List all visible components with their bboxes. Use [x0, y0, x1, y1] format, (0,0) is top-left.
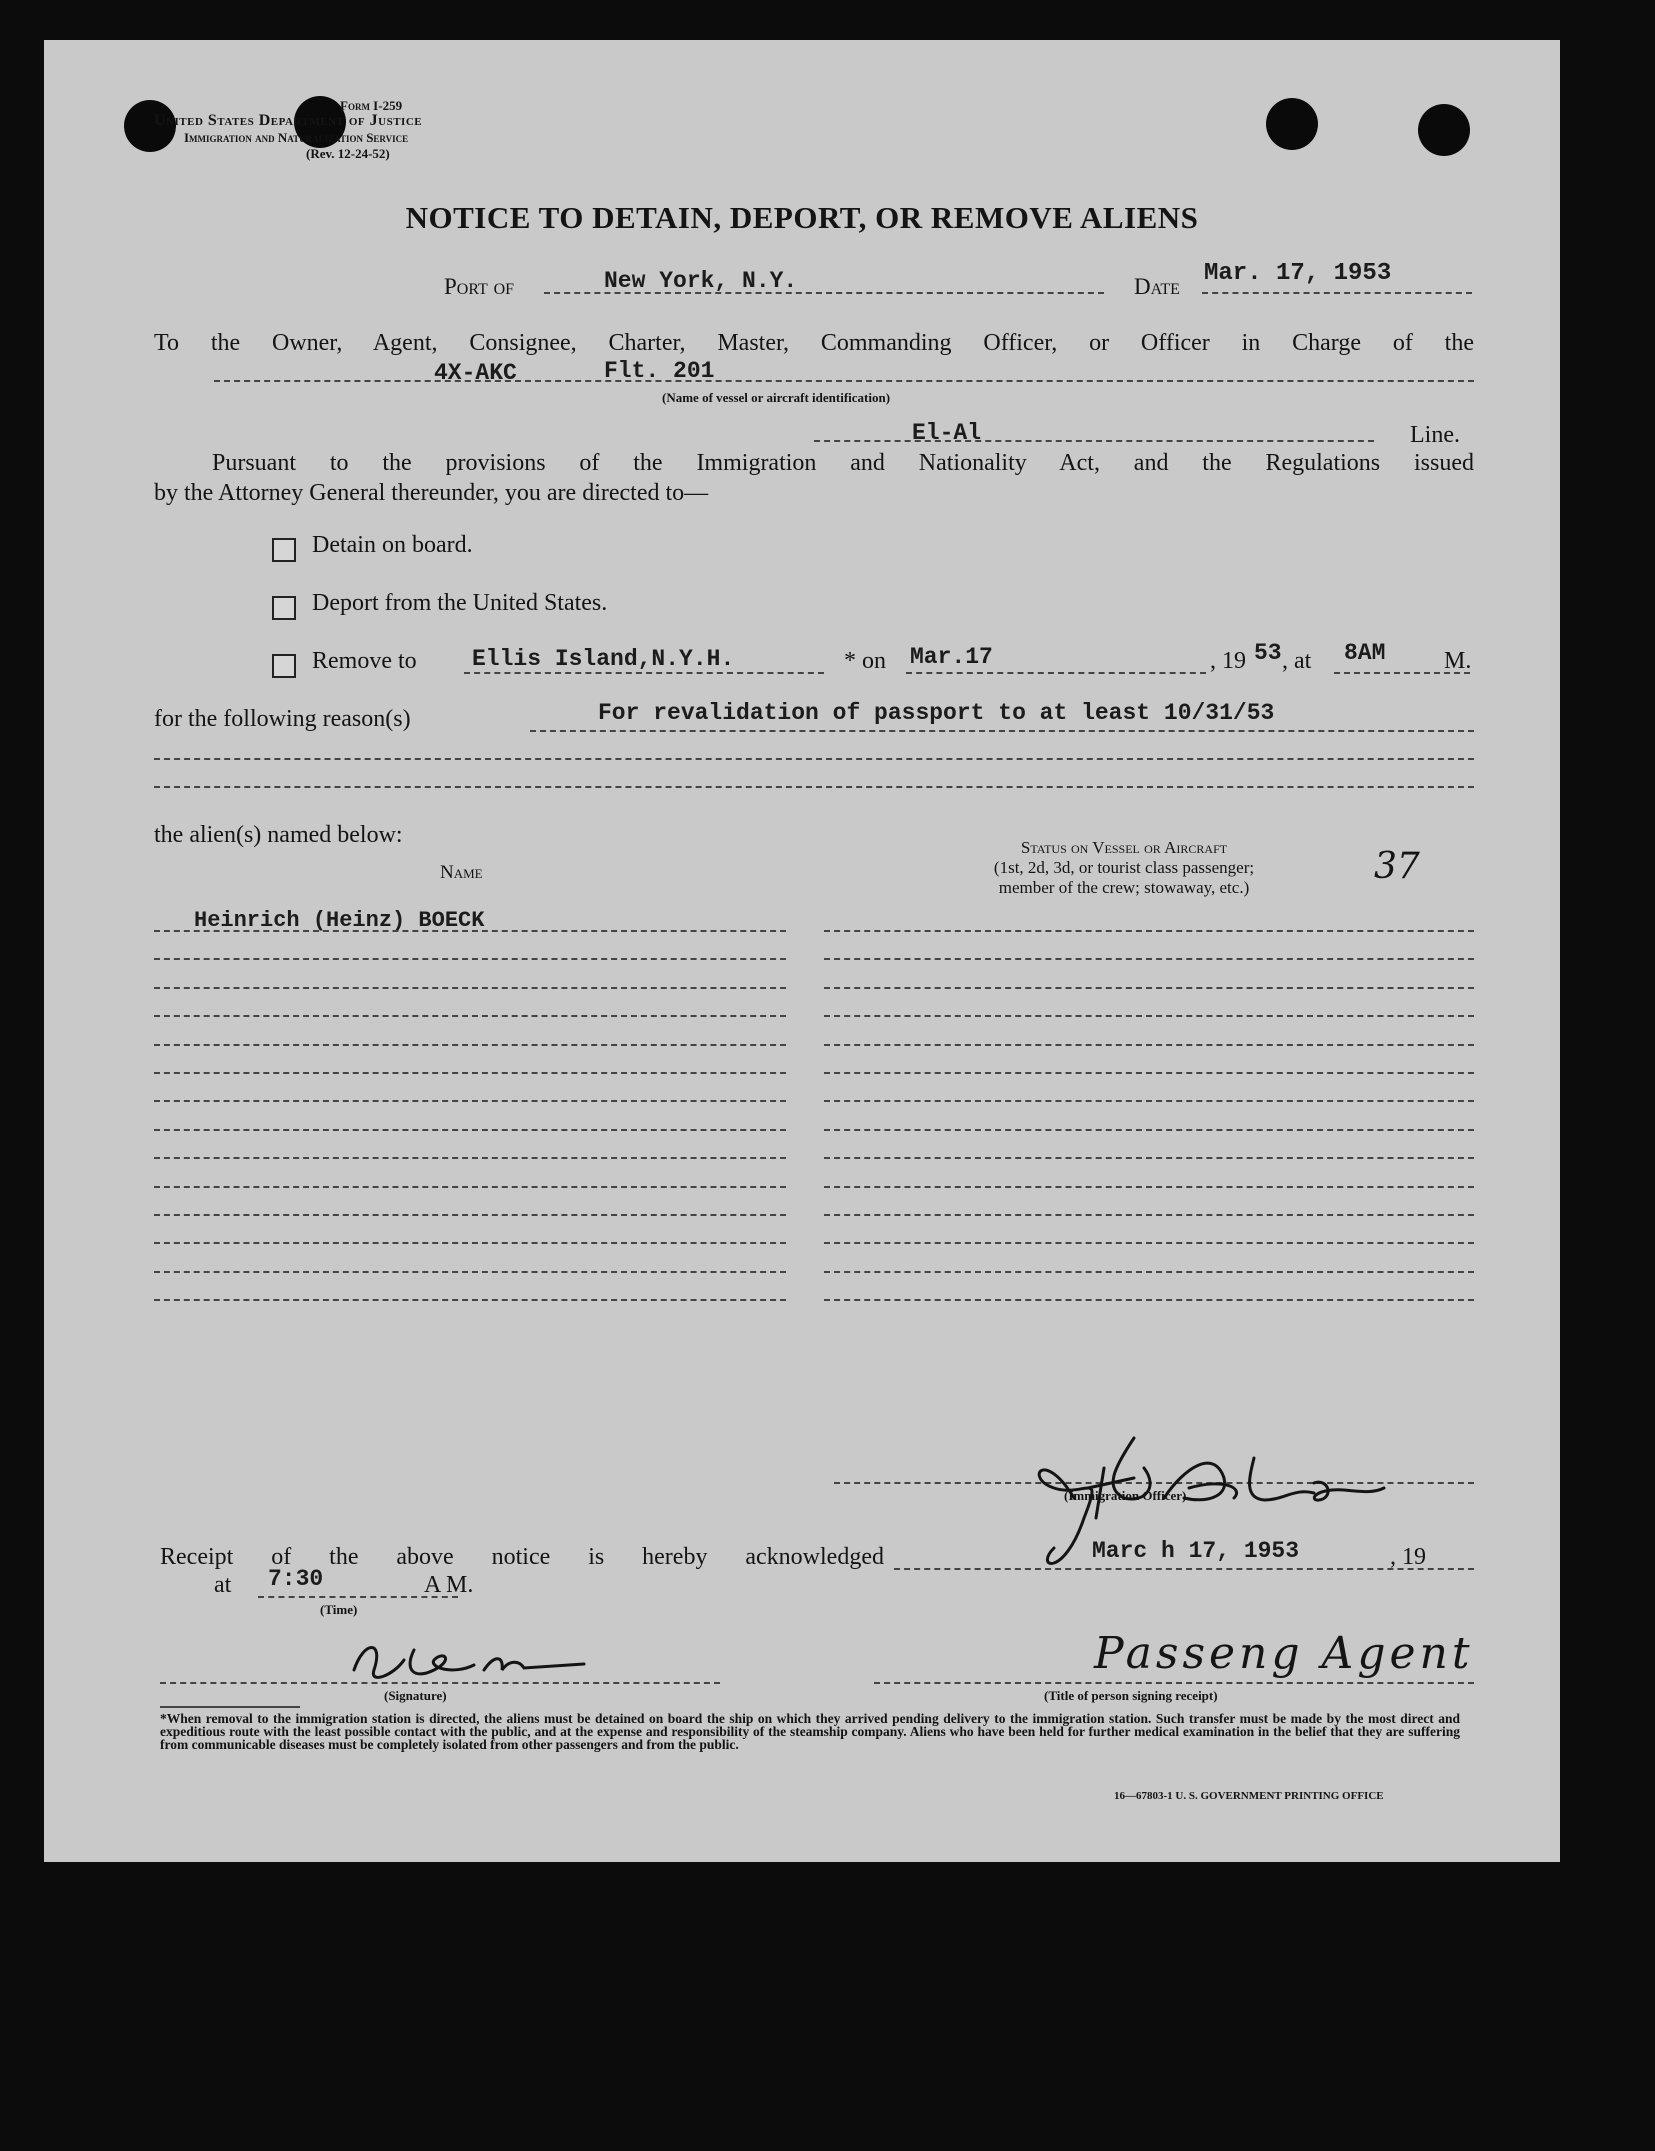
alien-row-line-right — [824, 1186, 1474, 1188]
reason-label: for the following reason(s) — [154, 706, 411, 732]
remove-m-label: M. — [1444, 648, 1472, 674]
alien-row-line-left — [154, 1271, 786, 1273]
directive-line-1: Pursuant to the provisions of the Immigration and Nationality Act, and the Regulations issued — [212, 450, 1474, 476]
detain-label: Detain on board. — [312, 532, 473, 558]
alien-row-line-right — [824, 1129, 1474, 1131]
alien-row-line-left — [154, 1129, 786, 1131]
date-line — [1202, 292, 1472, 294]
alien-row-line-left — [154, 1242, 786, 1244]
line-label: Line. — [1410, 422, 1460, 448]
alien-row-line-left — [154, 1044, 786, 1046]
remove-time: 8AM — [1344, 640, 1386, 666]
remove-label: Remove to — [312, 648, 417, 674]
date-value: Mar. 17, 1953 — [1204, 260, 1392, 287]
alien-row-line-left — [154, 1214, 786, 1216]
reason-line-3 — [154, 786, 1474, 788]
remove-on-label: * on — [844, 648, 886, 674]
time-caption: (Time) — [320, 1602, 358, 1617]
vessel-flight: Flt. 201 — [604, 358, 715, 384]
alien-row-line-right — [824, 1242, 1474, 1244]
aliens-intro: the alien(s) named below: — [154, 822, 403, 848]
reason-line-2 — [154, 758, 1474, 760]
alien-row-line-left — [154, 1157, 786, 1159]
remove-year-prefix: , 19 — [1210, 648, 1246, 674]
deport-checkbox[interactable] — [272, 596, 296, 620]
handwritten-number: 37 — [1374, 846, 1420, 887]
punch-hole — [1418, 104, 1470, 156]
alien-row-line-right — [824, 1157, 1474, 1159]
footnote: *When removal to the immigration station is directed, the aliens must be detained on board the ship on which they arrived pending delivery to the immigration station. Such transfer must be made by the most direct and expeditious route with the least possible contact with the public, and at the expense and responsibility of the steamship company. Aliens who have been held for further medical examination in the belief that they are suffering from communicable diseases must be completely isolated from other passengers and from the public. — [160, 1711, 1460, 1752]
vessel-caption: (Name of vessel or aircraft identification) — [662, 390, 891, 405]
remove-at-label: , at — [1282, 648, 1312, 674]
remove-date-line — [906, 672, 1206, 674]
alien-name: Heinrich (Heinz) BOECK — [194, 908, 485, 933]
directive-line-2: by the Attorney General thereunder, you are directed to— — [154, 480, 709, 506]
alien-row-line-left — [154, 1100, 786, 1102]
receipt-am: A M. — [424, 1572, 474, 1598]
receipt-title-value: Passeng Agent — [1094, 1628, 1474, 1679]
receipt-at-label: at — [214, 1572, 232, 1598]
name-column-header: Name — [440, 862, 483, 883]
receipt-year-label: , 19 — [1390, 1544, 1426, 1570]
title-caption: (Title of person signing receipt) — [1044, 1688, 1218, 1703]
remove-year: 53 — [1254, 640, 1282, 666]
footnote-rule — [160, 1706, 300, 1708]
alien-row-line-right — [824, 1015, 1474, 1017]
page-title: NOTICE TO DETAIN, DEPORT, OR REMOVE ALIENS — [405, 200, 1199, 235]
alien-row-line-left — [154, 1299, 786, 1301]
status-subheader-2: member of the crew; stowaway, etc.) — [998, 878, 1250, 897]
agency-line-1: United States Department of Justice — [154, 112, 423, 129]
punch-hole — [1266, 98, 1318, 150]
deport-label: Deport from the United States. — [312, 590, 608, 616]
alien-row-line-left — [154, 1186, 786, 1188]
vessel-line — [214, 380, 1474, 382]
remove-place: Ellis Island,N.Y.H. — [472, 646, 735, 672]
status-column-header: Status on Vessel or Aircraft — [1020, 838, 1228, 857]
receipt-time: 7:30 — [268, 1566, 324, 1592]
receipt-signature — [344, 1630, 604, 1690]
alien-row-line-right — [824, 1271, 1474, 1273]
alien-row-line-right — [824, 930, 1474, 932]
form-number: Form I-259 — [340, 98, 403, 113]
vessel-id: 4X-AKC — [434, 360, 517, 386]
remove-date: Mar.17 — [910, 644, 993, 670]
alien-row-line-right — [824, 987, 1474, 989]
alien-row-line-right — [824, 1072, 1474, 1074]
alien-row-line-left — [154, 930, 786, 932]
alien-row-line-left — [154, 958, 786, 960]
port-value: New York, N.Y. — [604, 268, 798, 294]
remove-checkbox[interactable] — [272, 654, 296, 678]
reason-value: For revalidation of passport to at least 10/31/53 — [598, 700, 1275, 726]
line-rule — [814, 440, 1374, 442]
date-label: Date — [1134, 274, 1180, 299]
alien-row-line-right — [824, 958, 1474, 960]
signature-caption: (Signature) — [384, 1688, 447, 1703]
title-line — [874, 1682, 1474, 1684]
form-revision: (Rev. 12-24-52) — [306, 146, 390, 161]
alien-row-line-right — [824, 1100, 1474, 1102]
receipt-text: Receipt of the above notice is hereby acknowledged — [160, 1544, 884, 1570]
receipt-date-line — [894, 1568, 1474, 1570]
remove-place-line — [464, 672, 824, 674]
port-label: Port of — [444, 274, 515, 299]
alien-row-line-left — [154, 1072, 786, 1074]
addressee-text: To the Owner, Agent, Consignee, Charter, Master, Commanding Officer, or Officer in Charge of the — [154, 330, 1474, 356]
status-subheader-1: (1st, 2d, 3d, or tourist class passenger; — [993, 858, 1255, 877]
alien-row-line-right — [824, 1044, 1474, 1046]
alien-row-line-left — [154, 987, 786, 989]
agency-line-2: Immigration and Naturalization Service — [184, 130, 409, 145]
officer-caption: (Immigration Officer) — [1064, 1488, 1187, 1503]
alien-row-line-right — [824, 1299, 1474, 1301]
detain-checkbox[interactable] — [272, 538, 296, 562]
reason-line-1 — [530, 730, 1474, 732]
receipt-date: Marc h 17, 1953 — [1092, 1538, 1300, 1564]
alien-row-line-left — [154, 1015, 786, 1017]
line-value: El-Al — [912, 420, 982, 446]
alien-row-line-right — [824, 1214, 1474, 1216]
printer-imprint: 16—67803-1 U. S. GOVERNMENT PRINTING OFFICE — [1114, 1790, 1384, 1802]
form-page — [44, 40, 1560, 1862]
